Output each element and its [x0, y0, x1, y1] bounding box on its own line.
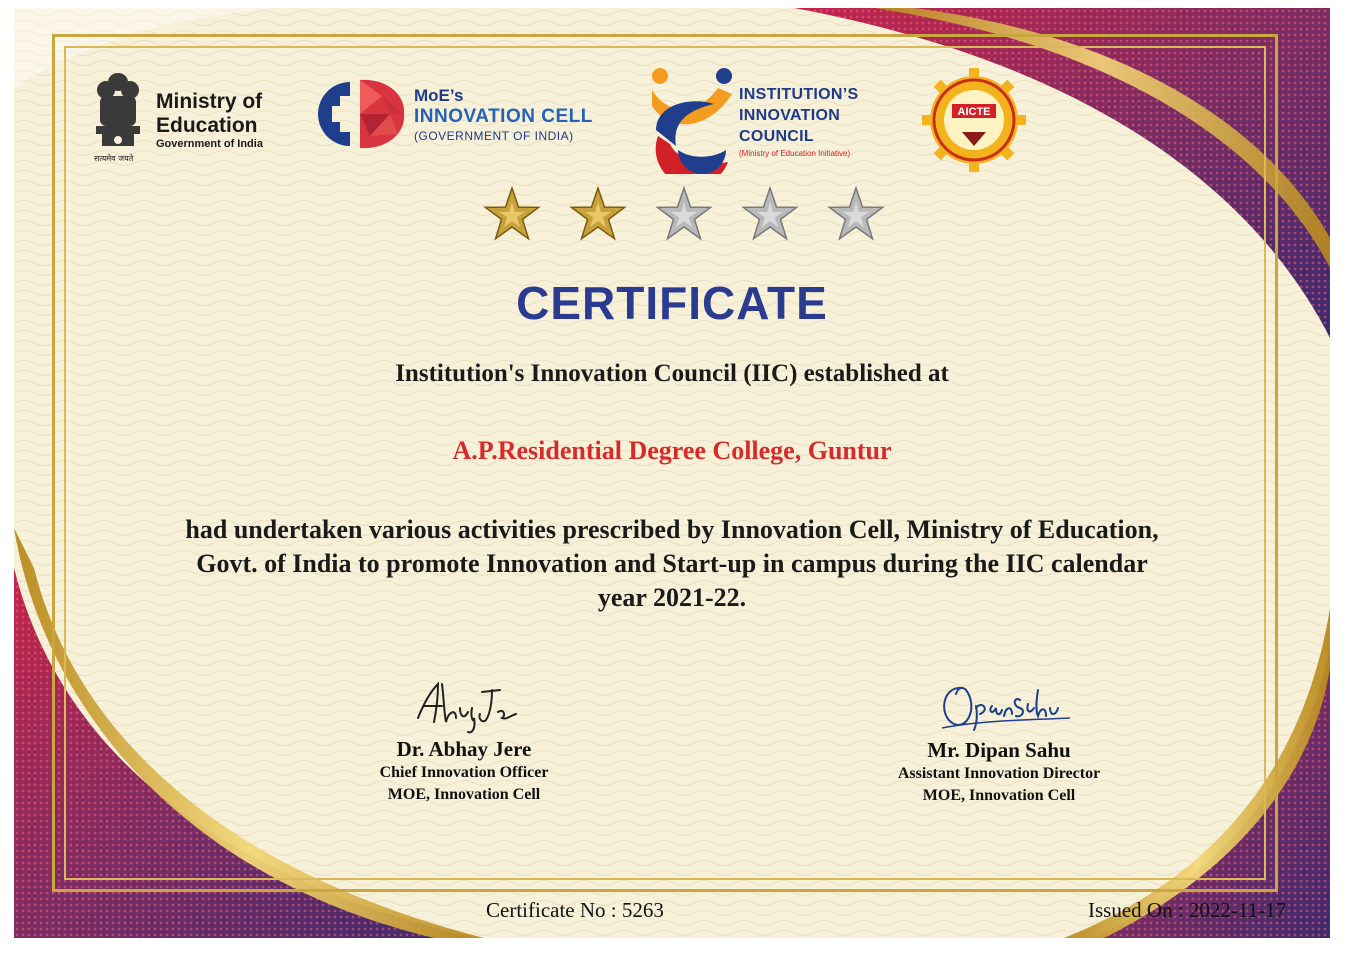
innovation-cell-line3: (GOVERNMENT OF INDIA)	[414, 129, 574, 143]
signatory-2	[849, 737, 1149, 807]
iic-line1: INSTITUTION’S	[739, 86, 859, 103]
certificate-line1: Institution's Innovation Council (IIC) established at	[395, 360, 949, 387]
innovation-cell-line1: MoE’s	[414, 86, 464, 105]
iic-line2: INNOVATION	[739, 107, 841, 124]
iic-line4: (Ministry of Education Initiative)	[739, 149, 851, 158]
signatory-1-org: MOE, Innovation Cell	[387, 786, 541, 803]
signatory-2-name: Mr. Dipan Sahu	[927, 738, 1071, 762]
college-name: A.P.Residential Degree College, Guntur	[452, 436, 892, 465]
signatory-1-name: Dr. Abhay Jere	[396, 737, 532, 761]
iic-line3: COUNCIL	[739, 128, 814, 145]
innovation-cell-brain-icon	[310, 74, 410, 154]
certificate-sheet	[14, 8, 1330, 938]
signatory-2-org: MOE, Innovation Cell	[922, 787, 1076, 804]
signatory-2-role: Assistant Innovation Director	[897, 765, 1101, 782]
signature-abhay-jere	[412, 678, 522, 736]
ministry-line2: Education	[156, 114, 258, 137]
certificate-body: had undertaken various activities prescribed by Innovation Cell, Ministry of Education, Govt. of India to promote Innovation and Start-up in campus during the IIC calendar year 2021-22.	[185, 515, 1159, 612]
iic-logo-icon	[648, 66, 738, 174]
certificate-number: Certificate No : 5263	[486, 898, 664, 922]
emblem-motto: सत्यमेव जयते	[94, 154, 134, 163]
innovation-cell-logo-text	[414, 86, 593, 144]
national-emblem-icon	[88, 68, 148, 166]
ministry-logo-text	[156, 90, 263, 150]
aicte-label: AICTE	[957, 106, 991, 118]
ministry-line3: Government of India	[156, 138, 263, 150]
certificate-title: CERTIFICATE	[516, 277, 828, 329]
aicte-gear-icon	[922, 68, 1026, 172]
ministry-line1: Ministry of	[156, 90, 263, 113]
signatory-1-role: Chief Innovation Officer	[379, 764, 549, 781]
iic-logo-text	[739, 84, 858, 161]
innovation-cell-line2: INNOVATION CELL	[414, 106, 593, 127]
signature-dipan-sahu	[932, 676, 1072, 734]
issued-date: Issued On : 2022-11-17	[1088, 898, 1287, 922]
rating-stars	[482, 184, 902, 244]
signatory-1	[314, 736, 614, 806]
